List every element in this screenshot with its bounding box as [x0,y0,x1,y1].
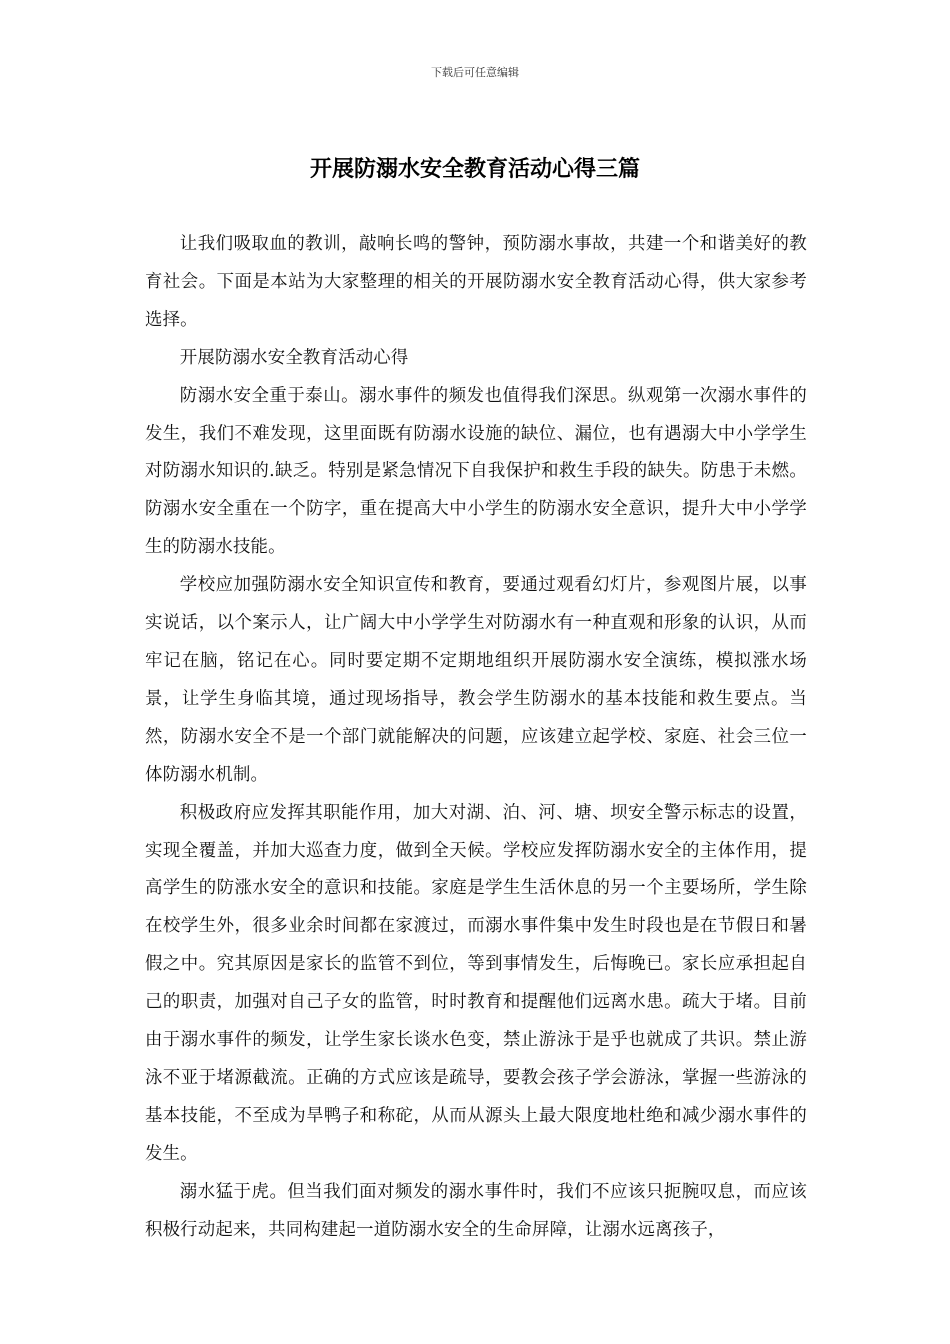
paragraph-government-family: 积极政府应发挥其职能作用，加大对湖、泊、河、塘、坝安全警示标志的设置，实现全覆盖，并加大巡查力度，做到全天候。学校应发挥防溺水安全的主体作用，提高学生的防涨水安全的意识和技能。家庭是学生生活休息的另一个主要场所，学生除在校学生外，很多业余时间都在家渡过，而溺水事件集中发生时段也是在节假日和暑假之中。究其原因是家长的监管不到位，等到事情发生，后悔晚已。家长应承担起自己的职责，加强对自己子女的监管，时时教育和提醒他们远离水患。疏大于堵。目前由于溺水事件的频发，让学生家长谈水色变，禁止游泳于是乎也就成了共识。禁止游泳不亚于堵源截流。正确的方式应该是疏导，要教会孩子学会游泳，掌握一些游泳的基本技能，不至成为旱鸭子和称砣，从而从源头上最大限度地杜绝和减少溺水事件的发生。 [145,802,807,1164]
paragraph-conclusion: 溺水猛于虎。但当我们面对频发的溺水事件时，我们不应该只扼腕叹息，而应该积极行动起来，共同构建起一道防溺水安全的生命屏障，让溺水远离孩子， [145,1181,807,1240]
paragraph-intro: 让我们吸取血的教训，敲响长鸣的警钟，预防溺水事故，共建一个和谐美好的教育社会。下面是本站为大家整理的相关的开展防溺水安全教育活动心得，供大家参考选择。 [145,234,807,330]
paragraph-school-education: 学校应加强防溺水安全知识宣传和教育，要通过观看幻灯片，参观图片展，以事实说话，以个案示人，让广阔大中小学学生对防溺水有一种直观和形象的认识，从而牢记在脑，铭记在心。同时要定期不定期地组织开展防溺水安全演练，模拟涨水场景，让学生身临其境，通过现场指导，教会学生防溺水的基本技能和救生要点。当然，防溺水安全不是一个部门就能解决的问题，应该建立起学校、家庭、社会三位一体防溺水机制。 [145,575,807,785]
document-body [145,226,807,1249]
paragraph-safety-importance: 防溺水安全重于泰山。溺水事件的频发也值得我们深思。纵观第一次溺水事件的发生，我们不难发现，这里面既有防溺水设施的缺位、漏位，也有遇溺大中小学学生对防溺水知识的.缺乏。特别是紧急情况下自我保护和救生手段的缺失。防患于未燃。防溺水安全重在一个防字，重在提高大中小学生的防溺水安全意识，提升大中小学学生的防溺水技能。 [145,385,807,558]
document-title: 开展防溺水安全教育活动心得三篇 [309,157,640,182]
header-note: 下载后可任意编辑 [431,66,519,79]
paragraph-subheading: 开展防溺水安全教育活动心得 [179,347,409,368]
